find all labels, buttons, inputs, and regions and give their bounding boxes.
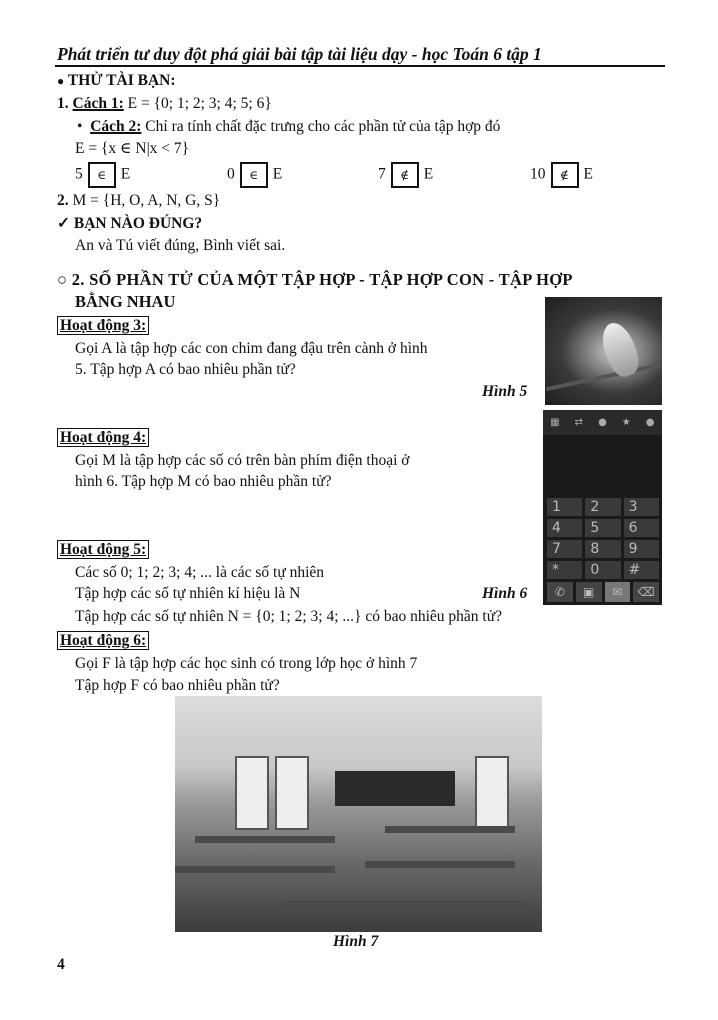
key: 3 (624, 498, 659, 516)
section2-heading (57, 270, 573, 290)
key: 1 (547, 498, 582, 516)
key: 6 (624, 519, 659, 537)
lock-icon: ● (57, 74, 65, 88)
relation-box: ∈ (88, 162, 116, 188)
video-call-icon: ▣ (576, 582, 602, 602)
favorites-tab-icon: ★ (621, 417, 631, 428)
bird-photo (545, 297, 662, 405)
bullet-icon: • (77, 118, 87, 135)
activity3-line2: 5. Tập hợp A có bao nhiêu phần tử? (75, 361, 296, 378)
relation-set: E (120, 165, 131, 183)
section2-heading-line2: BẰNG NHAU (75, 292, 176, 311)
key: 9 (624, 540, 659, 558)
item-2 (57, 191, 220, 211)
way2-text: Chỉ ra tính chất đặc trưng cho các phần tử của tập hợp đó (145, 118, 501, 135)
page-number: 4 (57, 956, 65, 973)
activity5-line1: Các số 0; 1; 2; 3; 4; ... là các số tự nhiên (75, 564, 325, 581)
activity6-line2: Tập hợp F có bao nhiêu phần tử? (75, 677, 280, 694)
figure6-caption: Hình 6 (482, 585, 528, 602)
activity6-line1: Gọi F là tập hợp các học sinh có trong lớp học ở hình 7 (75, 655, 418, 672)
activity3-line1: Gọi A là tập hợp các con chim đang đậu trên cành ở hình (75, 340, 428, 357)
key: 4 (547, 519, 582, 537)
key: 7 (547, 540, 582, 558)
who-right-answer: An và Tú viết đúng, Bình viết sai. (75, 237, 286, 254)
logs-tab-icon: ⇄ (574, 417, 583, 428)
relation-box: ∉ (391, 162, 419, 188)
way2-line (77, 117, 500, 137)
key: # (624, 561, 659, 579)
running-header: Phát triển tư duy đột phá giải bài tập tài liệu dạy - học Toán 6 tập 1 (57, 44, 542, 64)
item-number: 2. (57, 192, 69, 209)
keypad-tab-icon: ▦ (550, 417, 560, 428)
relation-num: 7 (378, 165, 386, 183)
activity4-label: Hoạt động 4: (57, 428, 149, 447)
relation-set: E (272, 165, 283, 183)
relation-set: E (423, 165, 434, 183)
relation-1 (75, 162, 130, 188)
key: 8 (585, 540, 620, 558)
relation-box: ∉ (551, 162, 579, 188)
contacts-tab-icon: ● (598, 417, 607, 428)
activity4-line1: Gọi M là tập hợp các số có trên bàn phím điện thoại ở (75, 452, 410, 469)
way2-label: Cách 2: (90, 118, 142, 135)
section2-heading-line1: 2. SỐ PHẦN TỬ CỦA MỘT TẬP HỢP - TẬP HỢP CON - TẬP HỢP (71, 270, 573, 289)
activity6-label: Hoạt động 6: (57, 631, 149, 650)
relation-4 (530, 162, 593, 188)
figure5-caption: Hình 5 (482, 383, 528, 400)
circle-bullet-icon: ○ (57, 270, 68, 289)
way1-text: E = {0; 1; 2; 3; 4; 5; 6} (127, 95, 272, 112)
relation-num: 0 (227, 165, 235, 183)
activity4-line2: hình 6. Tập hợp M có bao nhiêu phần tử? (75, 473, 332, 490)
call-icon: ✆ (547, 582, 573, 602)
classroom-photo (175, 696, 542, 932)
key: * (547, 561, 582, 579)
activity5-label: Hoạt động 5: (57, 540, 149, 559)
relation-2 (227, 162, 282, 188)
relation-3 (378, 162, 433, 188)
header-rule (55, 65, 665, 67)
relation-set: E (583, 165, 593, 183)
relation-num: 5 (75, 165, 83, 183)
activity3-label: Hoạt động 3: (57, 316, 149, 335)
message-icon: ✉ (605, 582, 631, 602)
activity5-line3: Tập hợp các số tự nhiên N = {0; 1; 2; 3; 4; ...} có bao nhiêu phần tử? (75, 608, 502, 625)
who-right-heading: ✓ BẠN NÀO ĐÚNG? (57, 215, 203, 232)
item-1 (57, 94, 272, 114)
activity5-line2: Tập hợp các số tự nhiên kí hiệu là N (75, 585, 301, 602)
backspace-icon: ⌫ (633, 582, 659, 602)
relation-num: 10 (530, 165, 546, 183)
item2-text: M = {H, O, A, N, G, S} (72, 192, 221, 209)
key: 5 (585, 519, 620, 537)
groups-tab-icon: ● (645, 417, 655, 428)
item-number: 1. (57, 95, 69, 112)
relation-box: ∈ (240, 162, 268, 188)
set-builder: E = {x ∈ N|x < 7} (75, 140, 190, 157)
figure7-caption: Hình 7 (333, 933, 379, 950)
phone-keypad-photo (543, 410, 662, 605)
key: 0 (585, 561, 620, 579)
key: 2 (585, 498, 620, 516)
try-heading: ● THỬ TÀI BẠN: (57, 72, 176, 89)
way1-label: Cách 1: (72, 95, 124, 112)
